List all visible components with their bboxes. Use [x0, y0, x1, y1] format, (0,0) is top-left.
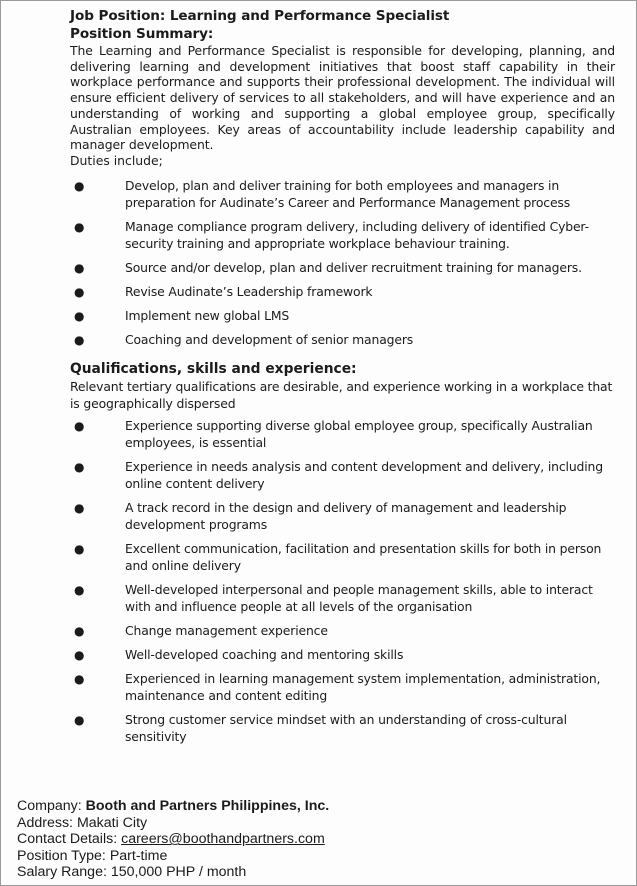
list-item: [70, 670, 615, 704]
bullet-icon: ●: [74, 178, 85, 193]
job-title: Job Position: Learning and Performance Specialist: [70, 8, 450, 24]
list-item: [70, 646, 615, 663]
list-item: [70, 283, 615, 300]
duties-list: [70, 177, 615, 348]
bullet-icon: ●: [74, 459, 85, 474]
salary-label: Salary Range:: [17, 864, 111, 881]
contact-label: Contact Details:: [17, 831, 122, 848]
qualification-text: Experienced in learning management system implementation, administration, maintenance and content editing: [125, 670, 601, 703]
list-item: [70, 458, 615, 492]
position-summary-heading: Position Summary:: [70, 26, 214, 42]
list-item: [70, 307, 615, 324]
position-summary-text: The Learning and Performance Specialist is responsible for developing, planning, and delivering learning and development initiatives that boost staff capability in their workplace performance and supports their professional development. The individual will ensure efficient delivery of services to all stakeholders, and will have experience and an understanding of working and supporting a global employee group, specifically Australian employees. Key areas of accountability include leadership capability and manager development.: [70, 43, 615, 153]
bullet-icon: ●: [74, 712, 85, 727]
qualifications-intro: Relevant tertiary qualifications are desirable, and experience working in a workplace that is geographically dispersed: [70, 378, 613, 411]
qualification-text: Well-developed coaching and mentoring skills: [125, 646, 404, 662]
job-description: [70, 7, 615, 752]
duty-text: Source and/or develop, plan and deliver recruitment training for managers.: [125, 259, 582, 275]
position-type-line: [17, 848, 329, 865]
qualification-text: Well-developed interpersonal and people management skills, able to interact with and influence people at all levels of the organisation: [125, 581, 593, 614]
qualification-text: Excellent communication, facilitation and presentation skills for both in person and online delivery: [125, 540, 602, 573]
salary-line: [17, 864, 329, 881]
contact-line: [17, 831, 329, 848]
position-type-value: Part-time: [109, 847, 168, 864]
list-item: [70, 259, 615, 276]
bullet-icon: ●: [74, 260, 85, 275]
company-details: [17, 798, 329, 881]
duty-text: Coaching and development of senior managers: [125, 331, 414, 347]
bullet-icon: ●: [74, 332, 85, 347]
company-line: [17, 798, 329, 815]
position-type-label: Position Type:: [17, 847, 110, 864]
bullet-icon: ●: [74, 671, 85, 686]
list-item: [70, 499, 615, 533]
bullet-icon: ●: [74, 541, 85, 556]
bullet-icon: ●: [74, 219, 85, 234]
bullet-icon: ●: [74, 284, 85, 299]
qualification-text: Experience in needs analysis and content development and delivery, including online content delivery: [125, 458, 603, 491]
list-item: [70, 622, 615, 639]
list-item: [70, 540, 615, 574]
company-name: Booth and Partners Philippines, Inc.: [85, 798, 330, 814]
list-item: [70, 417, 615, 451]
qualifications-list: [70, 417, 615, 745]
qualification-text: Change management experience: [125, 622, 328, 638]
bullet-icon: ●: [74, 623, 85, 638]
salary-value: 150,000 PHP / month: [110, 864, 247, 881]
list-item: [70, 218, 615, 252]
qualification-text: Strong customer service mindset with an understanding of cross-cultural sensitivity: [125, 711, 567, 744]
duty-text: Implement new global LMS: [125, 307, 290, 323]
duties-intro: Duties include;: [70, 152, 163, 168]
address-line: [17, 815, 329, 832]
company-label: Company:: [17, 798, 86, 814]
duty-text: Revise Audinate’s Leadership framework: [125, 283, 373, 299]
list-item: [70, 177, 615, 211]
bullet-icon: ●: [74, 418, 85, 433]
bullet-icon: ●: [74, 647, 85, 662]
qualification-text: Experience supporting diverse global employee group, specifically Australian employees, is essential: [125, 417, 593, 450]
contact-email-link[interactable]: careers@boothandpartners.com: [121, 831, 325, 848]
bullet-icon: ●: [74, 582, 85, 597]
list-item: [70, 581, 615, 615]
qualification-text: A track record in the design and delivery of management and leadership development programs: [125, 499, 567, 532]
duty-text: Develop, plan and deliver training for both employees and managers in preparation for Audinate’s Career and Performance Management process: [125, 177, 571, 210]
bullet-icon: ●: [74, 500, 85, 515]
list-item: [70, 711, 615, 745]
list-item: [70, 331, 615, 348]
address-value: Makati City: [76, 814, 148, 831]
duty-text: Manage compliance program delivery, including delivery of identified Cyber-security training and appropriate workplace behaviour training.: [125, 218, 589, 251]
qualifications-heading: Qualifications, skills and experience:: [70, 360, 357, 377]
bullet-icon: ●: [74, 308, 85, 323]
address-label: Address:: [17, 814, 77, 831]
